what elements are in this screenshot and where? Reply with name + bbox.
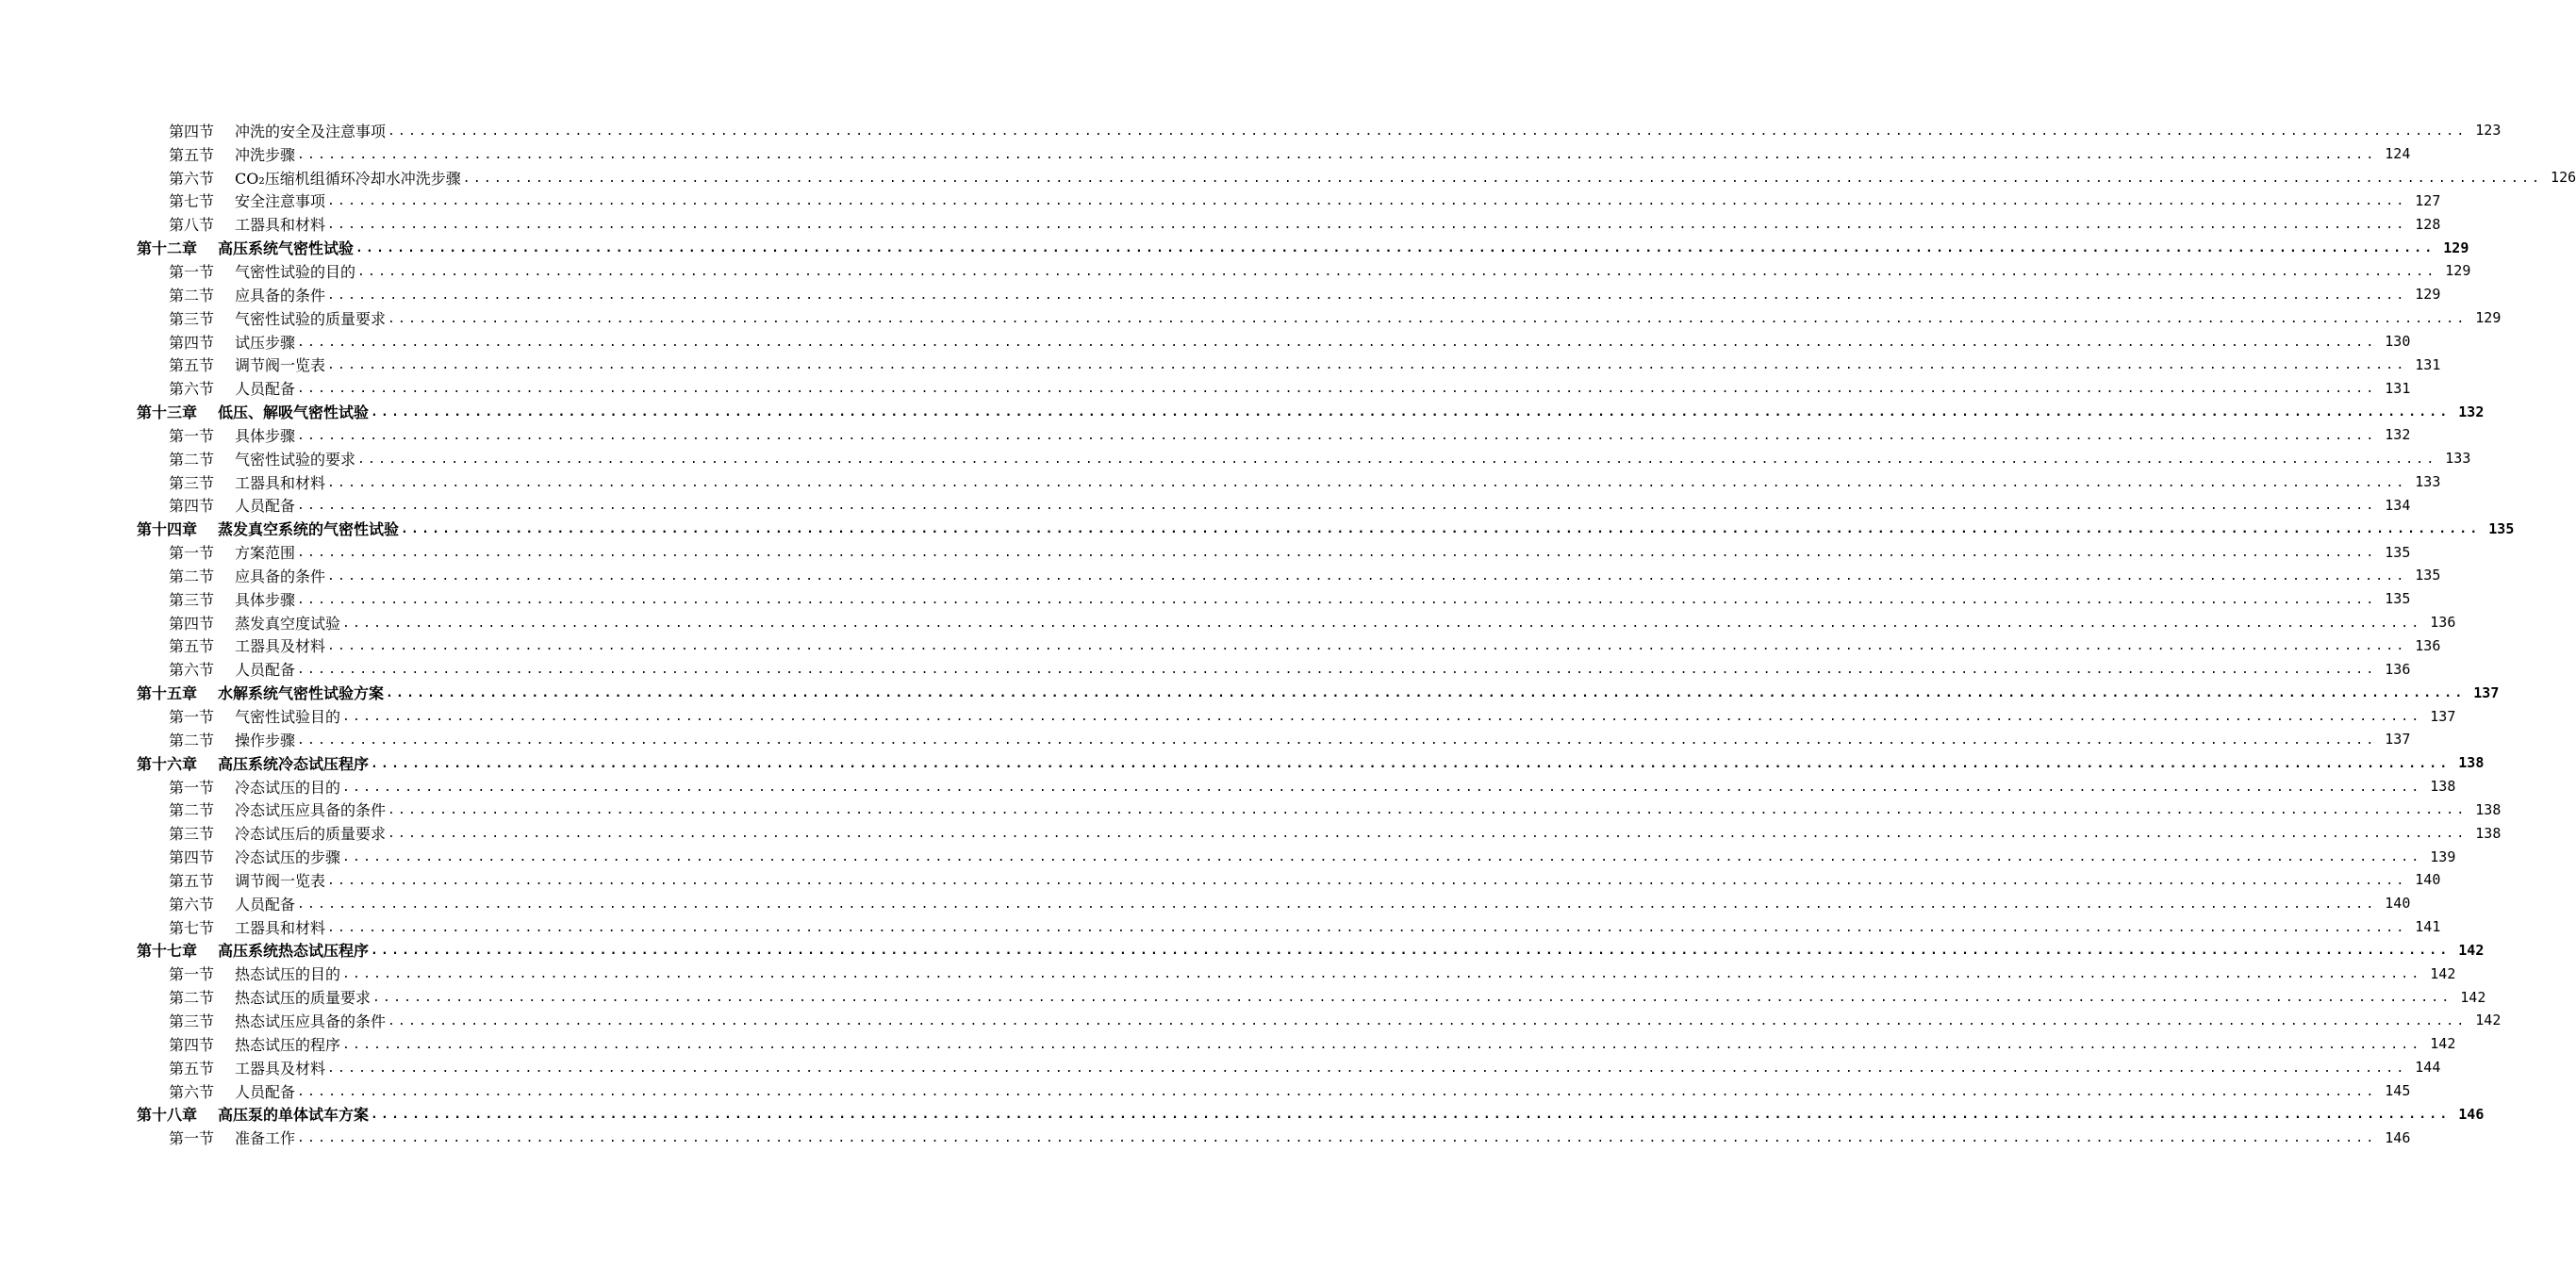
toc-dot-leader: ........................................................................................................................................................................................................ [297, 1084, 2377, 1099]
toc-entry-title: 应具备的条件 [235, 567, 326, 585]
toc-section-row[interactable] [0, 657, 2411, 681]
toc-dot-leader: ........................................................................................................................................................................................................ [388, 123, 2468, 139]
toc-dot-leader: ........................................................................................................................................................................................................ [327, 194, 2407, 209]
toc-entry-label: 第五节 [169, 637, 215, 656]
table-of-contents [0, 119, 2576, 1149]
toc-dot-leader: ........................................................................................................................................................................................................ [327, 218, 2407, 233]
toc-section-row[interactable] [0, 985, 2486, 1009]
toc-dot-leader: ........................................................................................................................................................................................................ [297, 428, 2377, 443]
toc-entry-title: 冲洗步骤 [235, 145, 296, 164]
toc-dot-leader: ........................................................................................................................................................................................................ [327, 288, 2407, 303]
toc-entry-label: 第二节 [169, 286, 215, 304]
toc-page-number: 138 [2475, 824, 2502, 842]
toc-page-number: 131 [2385, 379, 2411, 397]
toc-chapter-row[interactable] [0, 681, 2500, 704]
toc-section-row[interactable] [0, 376, 2411, 400]
toc-entry-title: 冷态试压的步骤 [235, 848, 341, 867]
toc-section-row[interactable] [0, 189, 2441, 213]
toc-entry-label: 第三节 [169, 825, 215, 844]
toc-entry-title: 蒸发真空系统的气密性试验 [218, 520, 400, 539]
toc-entry-title: 工器具和材料 [235, 473, 326, 492]
toc-section-row[interactable] [0, 283, 2441, 306]
toc-entry-title: 人员配备 [235, 497, 296, 516]
toc-entry-title: 蒸发真空度试验 [235, 614, 341, 633]
toc-dot-leader: ........................................................................................................................................................................................................ [401, 522, 2481, 537]
toc-entry-title: 人员配备 [235, 380, 296, 399]
toc-page-number: 135 [2385, 590, 2411, 608]
toc-dot-leader: ........................................................................................................................................................................................................ [327, 358, 2407, 373]
toc-entry-title: 高压系统冷态试压程序 [218, 754, 370, 773]
toc-entry-label: 第十三章 [137, 403, 198, 422]
toc-dot-leader: ........................................................................................................................................................................................................ [297, 897, 2377, 912]
toc-dot-leader: ........................................................................................................................................................................................................ [371, 1108, 2451, 1123]
toc-entry-label: 第五节 [169, 1059, 215, 1078]
toc-entry-title: 热态试压的质量要求 [235, 989, 372, 1008]
toc-section-row[interactable] [0, 1056, 2441, 1079]
toc-page-number: 142 [2430, 1035, 2456, 1053]
toc-entry-label: 第三节 [169, 473, 215, 492]
toc-page-number: 142 [2475, 1012, 2502, 1029]
toc-entry-label: 第六节 [169, 380, 215, 399]
toc-dot-leader: ........................................................................................................................................................................................................ [342, 710, 2422, 725]
toc-dot-leader: ........................................................................................................................................................................................................ [297, 335, 2377, 350]
toc-entry-label: 第十七章 [137, 942, 198, 961]
toc-entry-label: 第二节 [169, 450, 215, 469]
toc-section-row[interactable] [0, 821, 2502, 845]
toc-entry-title: 高压系统热态试压程序 [218, 942, 370, 961]
toc-entry-label: 第一节 [169, 778, 215, 797]
toc-entry-title: CO₂压缩机组循环冷却水冲洗步骤 [235, 169, 461, 188]
toc-entry-label: 第七节 [169, 918, 215, 937]
toc-entry-label: 第二节 [169, 801, 215, 820]
toc-entry-title: 调节阀一览表 [235, 871, 326, 890]
toc-section-row[interactable] [0, 353, 2441, 376]
toc-page-number: 139 [2430, 847, 2456, 865]
toc-entry-title: 热态试压的程序 [235, 1035, 341, 1054]
toc-entry-label: 第十六章 [137, 754, 198, 773]
toc-entry-label: 第五节 [169, 871, 215, 890]
toc-entry-title: 水解系统气密性试验方案 [218, 684, 385, 703]
toc-page-number: 135 [2385, 543, 2411, 561]
toc-dot-leader: ........................................................................................................................................................................................................ [371, 405, 2451, 420]
toc-entry-title: 人员配备 [235, 1082, 296, 1101]
toc-page-number: 136 [2385, 660, 2411, 678]
toc-page-number: 131 [2415, 355, 2441, 373]
toc-entry-title: 调节阀一览表 [235, 356, 326, 375]
toc-dot-leader: ........................................................................................................................................................................................................ [327, 1061, 2407, 1076]
toc-entry-title: 气密性试验的质量要求 [235, 309, 387, 328]
toc-entry-label: 第六节 [169, 895, 215, 913]
toc-page-number: 129 [2445, 262, 2471, 280]
toc-entry-title: 工器具及材料 [235, 637, 326, 656]
toc-dot-leader: ........................................................................................................................................................................................................ [342, 850, 2422, 865]
toc-entry-label: 第四节 [169, 848, 215, 867]
toc-page-number: 127 [2415, 191, 2441, 209]
toc-entry-title: 工器具及材料 [235, 1059, 326, 1078]
toc-entry-label: 第六节 [169, 169, 215, 188]
toc-dot-leader: ........................................................................................................................................................................................................ [342, 780, 2422, 795]
toc-dot-leader: ........................................................................................................................................................................................................ [388, 311, 2468, 326]
toc-entry-label: 第十八章 [137, 1106, 198, 1125]
toc-dot-leader: ........................................................................................................................................................................................................ [297, 382, 2377, 397]
toc-dot-leader: ........................................................................................................................................................................................................ [297, 732, 2377, 748]
toc-entry-title: 具体步骤 [235, 426, 296, 445]
toc-section-row[interactable] [0, 540, 2411, 564]
toc-page-number: 142 [2458, 941, 2485, 959]
toc-page-number: 136 [2415, 636, 2441, 654]
toc-dot-leader: ........................................................................................................................................................................................................ [388, 803, 2468, 818]
toc-entry-title: 人员配备 [235, 895, 296, 913]
toc-section-row[interactable] [0, 962, 2456, 985]
toc-page-number: 128 [2415, 215, 2441, 233]
toc-page-number: 142 [2430, 964, 2456, 982]
toc-dot-leader: ........................................................................................................................................................................................................ [327, 873, 2407, 888]
toc-entry-label: 第一节 [169, 1129, 215, 1148]
toc-entry-title: 工器具和材料 [235, 216, 326, 235]
toc-section-row[interactable] [0, 166, 2576, 189]
toc-entry-label: 第四节 [169, 122, 215, 140]
toc-page-number: 140 [2415, 871, 2441, 889]
toc-entry-label: 第六节 [169, 1082, 215, 1101]
toc-entry-title: 安全注意事项 [235, 192, 326, 211]
toc-entry-label: 第一节 [169, 426, 215, 445]
toc-entry-label: 第五节 [169, 145, 215, 164]
toc-section-row[interactable] [0, 1009, 2502, 1032]
toc-dot-leader: ........................................................................................................................................................................................................ [342, 1037, 2422, 1052]
toc-page-number: 138 [2430, 778, 2456, 796]
toc-entry-title: 冷态试压后的质量要求 [235, 825, 387, 844]
toc-page-number: 141 [2415, 918, 2441, 936]
toc-section-row[interactable] [0, 212, 2441, 236]
toc-dot-leader: ........................................................................................................................................................................................................ [327, 568, 2407, 584]
toc-section-row[interactable] [0, 775, 2456, 798]
toc-dot-leader: ........................................................................................................................................................................................................ [388, 1013, 2468, 1028]
toc-section-row[interactable] [0, 564, 2441, 587]
toc-entry-label: 第五节 [169, 356, 215, 375]
toc-chapter-row[interactable] [0, 939, 2485, 963]
toc-section-row[interactable] [0, 587, 2411, 611]
toc-page-number: 135 [2415, 567, 2441, 584]
toc-page-number: 136 [2430, 614, 2456, 632]
toc-page-number: 129 [2475, 309, 2502, 327]
toc-entry-title: 热态试压应具备的条件 [235, 1012, 387, 1030]
toc-entry-title: 试压步骤 [235, 333, 296, 352]
toc-section-row[interactable] [0, 494, 2411, 518]
toc-entry-label: 第二节 [169, 567, 215, 585]
toc-section-row[interactable] [0, 306, 2502, 330]
toc-page-number: 145 [2385, 1082, 2411, 1100]
toc-entry-label: 第十五章 [137, 684, 198, 703]
toc-page-number: 123 [2475, 122, 2502, 140]
toc-section-row[interactable] [0, 845, 2456, 868]
toc-page-number: 133 [2445, 450, 2471, 468]
toc-section-row[interactable] [0, 1126, 2411, 1149]
toc-dot-leader: ........................................................................................................................................................................................................ [297, 147, 2377, 162]
toc-entry-title: 冲洗的安全及注意事项 [235, 122, 387, 140]
toc-page-number: 132 [2458, 403, 2485, 420]
toc-section-row[interactable] [0, 634, 2441, 658]
toc-dot-leader: ........................................................................................................................................................................................................ [357, 264, 2437, 279]
toc-section-row[interactable] [0, 119, 2502, 142]
toc-entry-label: 第四节 [169, 497, 215, 516]
toc-page-number: 138 [2458, 754, 2485, 772]
toc-dot-leader: ........................................................................................................................................................................................................ [342, 967, 2422, 982]
toc-section-row[interactable] [0, 704, 2456, 728]
toc-page-number: 129 [2415, 286, 2441, 304]
toc-entry-title: 操作步骤 [235, 731, 296, 749]
toc-entry-title: 高压泵的单体试车方案 [218, 1106, 370, 1125]
toc-page-number: 138 [2475, 800, 2502, 818]
toc-chapter-row[interactable] [0, 236, 2469, 259]
toc-entry-label: 第四节 [169, 614, 215, 633]
toc-entry-label: 第八节 [169, 216, 215, 235]
toc-dot-leader: ........................................................................................................................................................................................................ [342, 616, 2422, 631]
toc-entry-label: 第一节 [169, 708, 215, 727]
toc-entry-title: 工器具和材料 [235, 918, 326, 937]
toc-dot-leader: ........................................................................................................................................................................................................ [355, 241, 2436, 256]
toc-chapter-row[interactable] [0, 1102, 2485, 1126]
toc-chapter-row[interactable] [0, 400, 2485, 423]
toc-entry-title: 气密性试验的目的 [235, 262, 356, 281]
toc-page-number: 124 [2385, 145, 2411, 163]
toc-page-number: 142 [2460, 988, 2486, 1006]
toc-entry-title: 气密性试验目的 [235, 708, 341, 727]
toc-section-row[interactable] [0, 611, 2456, 634]
toc-entry-label: 第一节 [169, 544, 215, 563]
toc-dot-leader: ........................................................................................................................................................................................................ [297, 499, 2377, 514]
toc-chapter-row[interactable] [0, 517, 2515, 540]
toc-entry-label: 第一节 [169, 262, 215, 281]
toc-page-number: 126 [2551, 169, 2576, 187]
toc-section-row[interactable] [0, 868, 2441, 892]
toc-page-number: 137 [2473, 683, 2500, 701]
toc-dot-leader: ........................................................................................................................................................................................................ [297, 546, 2377, 561]
toc-dot-leader: ........................................................................................................................................................................................................ [297, 1131, 2377, 1146]
toc-entry-title: 冷态试压应具备的条件 [235, 801, 387, 820]
toc-dot-leader: ........................................................................................................................................................................................................ [297, 592, 2377, 607]
toc-entry-title: 应具备的条件 [235, 286, 326, 304]
toc-page-number: 129 [2443, 239, 2469, 256]
toc-entry-title: 低压、解吸气密性试验 [218, 403, 370, 422]
toc-dot-leader: ........................................................................................................................................................................................................ [462, 171, 2543, 186]
toc-entry-label: 第二节 [169, 731, 215, 749]
toc-section-row[interactable] [0, 470, 2441, 494]
toc-entry-label: 第三节 [169, 309, 215, 328]
toc-entry-label: 第七节 [169, 192, 215, 211]
toc-entry-label: 第一节 [169, 965, 215, 984]
toc-page-number: 146 [2385, 1128, 2411, 1146]
toc-entry-title: 热态试压的目的 [235, 965, 341, 984]
toc-section-row[interactable] [0, 142, 2411, 166]
toc-section-row[interactable] [0, 798, 2502, 821]
toc-page-number: 130 [2385, 333, 2411, 351]
toc-section-row[interactable] [0, 915, 2441, 939]
toc-dot-leader: ........................................................................................................................................................................................................ [327, 920, 2407, 935]
toc-entry-title: 气密性试验的要求 [235, 450, 356, 469]
toc-section-row[interactable] [0, 259, 2471, 283]
toc-dot-leader: ........................................................................................................................................................................................................ [327, 475, 2407, 490]
toc-page-number: 135 [2488, 519, 2515, 537]
toc-section-row[interactable] [0, 330, 2411, 354]
toc-entry-label: 第二节 [169, 989, 215, 1008]
toc-entry-title: 高压系统气密性试验 [218, 239, 355, 258]
toc-dot-leader: ........................................................................................................................................................................................................ [327, 639, 2407, 654]
toc-section-row[interactable] [0, 728, 2411, 751]
toc-entry-label: 第十二章 [137, 239, 198, 258]
toc-page-number: 133 [2415, 473, 2441, 491]
toc-section-row[interactable] [0, 1032, 2456, 1056]
toc-page-number: 146 [2458, 1105, 2485, 1123]
toc-dot-leader: ........................................................................................................................................................................................................ [297, 663, 2377, 678]
toc-section-row[interactable] [0, 892, 2411, 915]
toc-dot-leader: ........................................................................................................................................................................................................ [357, 452, 2437, 467]
toc-page-number: 137 [2430, 707, 2456, 725]
toc-page-number: 134 [2385, 496, 2411, 514]
toc-page-number: 132 [2385, 426, 2411, 444]
toc-entry-label: 第四节 [169, 333, 215, 352]
toc-page-number: 137 [2385, 731, 2411, 749]
toc-page-number: 140 [2385, 895, 2411, 913]
toc-dot-leader: ........................................................................................................................................................................................................ [372, 991, 2452, 1006]
toc-entry-title: 方案范围 [235, 544, 296, 563]
toc-entry-title: 冷态试压的目的 [235, 778, 341, 797]
toc-chapter-row[interactable] [0, 751, 2485, 775]
toc-entry-title: 准备工作 [235, 1129, 296, 1148]
toc-dot-leader: ........................................................................................................................................................................................................ [371, 944, 2451, 959]
toc-entry-label: 第六节 [169, 661, 215, 680]
toc-page-number: 144 [2415, 1059, 2441, 1077]
toc-entry-label: 第十四章 [137, 520, 198, 539]
toc-entry-label: 第三节 [169, 1012, 215, 1030]
toc-dot-leader: ........................................................................................................................................................................................................ [386, 686, 2466, 701]
toc-section-row[interactable] [0, 447, 2471, 470]
toc-dot-leader: ........................................................................................................................................................................................................ [388, 827, 2468, 842]
toc-section-row[interactable] [0, 423, 2411, 447]
toc-entry-title: 具体步骤 [235, 590, 296, 609]
toc-entry-label: 第三节 [169, 590, 215, 609]
toc-section-row[interactable] [0, 1079, 2411, 1103]
toc-dot-leader: ........................................................................................................................................................................................................ [371, 756, 2451, 771]
toc-entry-title: 人员配备 [235, 661, 296, 680]
toc-entry-label: 第四节 [169, 1035, 215, 1054]
